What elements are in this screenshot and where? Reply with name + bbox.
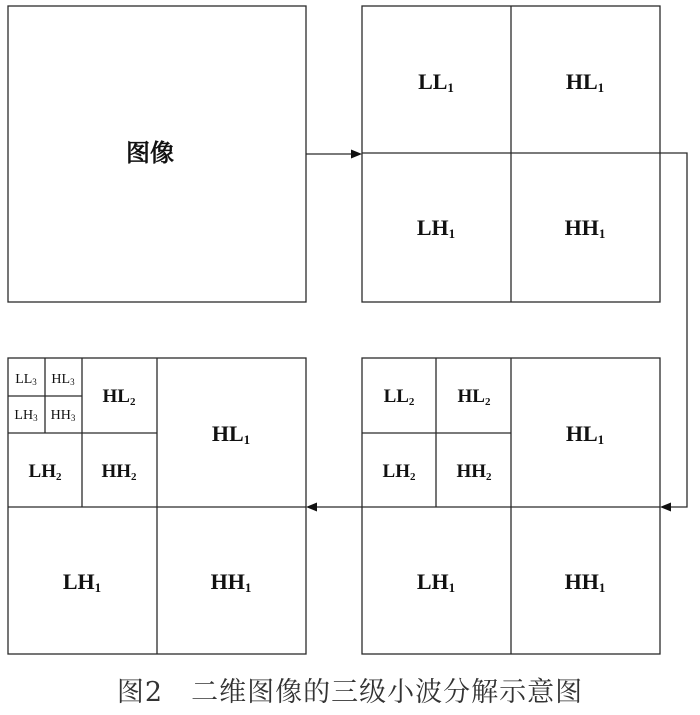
p3-hh3-label: HH3 — [50, 408, 76, 423]
arrow-level-1-to-level-2 — [660, 153, 687, 512]
p1-ll1-label: LL1 — [418, 69, 454, 95]
p2-hl1-label: HL1 — [565, 421, 605, 447]
p1-hh1-label: HH1 — [564, 215, 606, 241]
p3-hh1-label: HH1 — [210, 569, 252, 595]
p3-lh2-label: LH2 — [28, 461, 62, 483]
panel-level-3 — [8, 358, 306, 654]
p3-hh2-label: HH2 — [101, 461, 137, 483]
arrow-image-to-level-1 — [306, 150, 362, 159]
panel-original-image — [8, 6, 306, 302]
p1-lh1-label: LH1 — [416, 215, 456, 241]
p3-ll3-label: LL3 — [15, 372, 37, 387]
figure-caption: 图2 二维图像的三级小波分解示意图 — [116, 677, 584, 708]
p2-hh1-label: HH1 — [564, 569, 606, 595]
p2-hl2-label: HL2 — [457, 386, 491, 408]
arrow-2-head — [660, 503, 671, 512]
original-image-label: 图像 — [126, 139, 174, 167]
arrow-1-head — [351, 150, 362, 159]
p3-lh3-label: LH3 — [14, 408, 38, 423]
p3-lh1-label: LH1 — [62, 569, 102, 595]
arrow-3-head — [306, 503, 317, 512]
panel-level-1 — [362, 6, 660, 302]
p3-hl1-label: HL1 — [211, 421, 251, 447]
p3-hl3-label: HL3 — [51, 372, 75, 387]
p2-lh1-label: LH1 — [416, 569, 456, 595]
arrow-level-2-to-level-3 — [306, 503, 362, 512]
panel-level-2 — [362, 358, 660, 654]
p3-hl2-label: HL2 — [102, 386, 136, 408]
p2-lh2-label: LH2 — [382, 461, 416, 483]
p2-hh2-label: HH2 — [456, 461, 492, 483]
arrow-2-shaft — [660, 153, 687, 507]
p1-hl1-label: HL1 — [565, 69, 605, 95]
p2-ll2-label: LL2 — [383, 386, 415, 408]
